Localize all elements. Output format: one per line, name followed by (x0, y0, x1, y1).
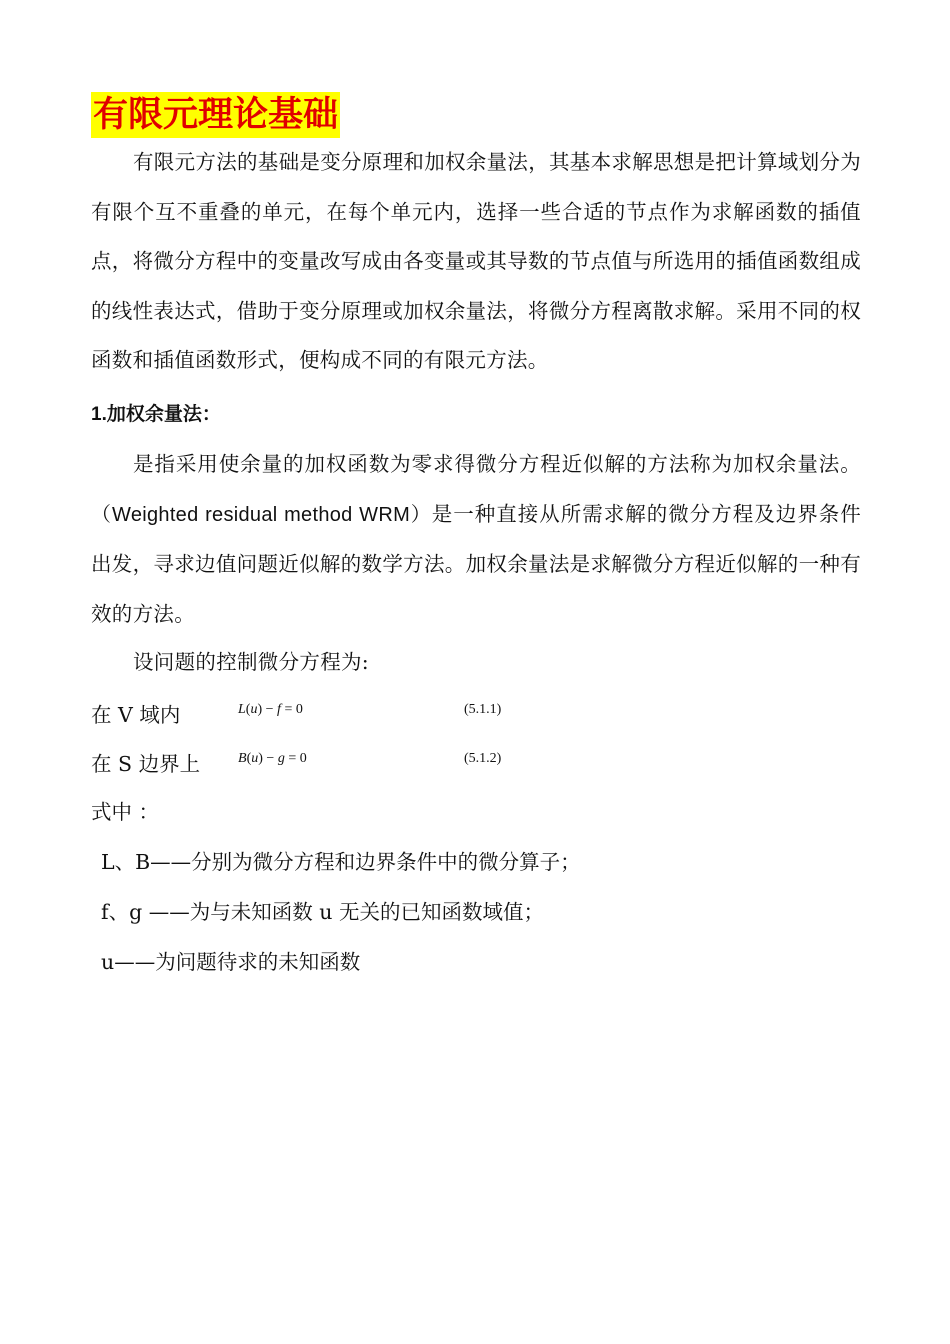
wrm-definition-paragraph (91, 440, 861, 639)
wrm-definition-text: 是指采用使余量的加权函数为零求得微分方程近似解的方法称为加权余量法。 (133, 452, 861, 476)
definition-unknown-function: u——为问题待求的未知函数 (101, 950, 361, 974)
where-label: 式中 ： (91, 800, 160, 824)
equation-1-expression: L(u) − f = 0 (238, 702, 303, 717)
equation-1-domain-label: 在 V 域内 (91, 703, 181, 727)
wrm-english-name: （Weighted residual method WRM） (91, 503, 432, 526)
governing-equation-intro: 设问题的控制微分方程为: (133, 650, 370, 674)
wrm-description-text: 是一种直接从所需求解的微分方程及边界条件出发，寻求边值问题近似解的数学方法。加权余量法是求解微分方程近似解的一种有效的方法。 (91, 501, 862, 626)
equation-2-domain-label: 在 S 边界上 (91, 752, 201, 776)
equation-2-expression: B(u) − g = 0 (238, 751, 307, 766)
intro-paragraph: 有限元方法的基础是变分原理和加权余量法，其基本求解思想是把计算域划分为有限个互不重叠的单元，在每个单元内，选择一些合适的节点作为求解函数的插值点，将微分方程中的变量改写成由各变量或其导数的节点值与所选用的插值函数组成的线性表达式，借助于变分原理或加权余量法，将微分方程离散求解。采用不同的权函数和插值函数形式，便构成不同的有限元方法。 (91, 150, 861, 372)
definition-operators: L、B——分别为微分方程和边界条件中的微分算子； (101, 850, 581, 874)
equation-1-number: (5.1.1) (464, 702, 502, 717)
section-heading-weighted-residual: 1.加权余量法： (91, 404, 221, 425)
page-title: 有限元理论基础 (91, 92, 340, 138)
equation-2-number: (5.1.2) (464, 751, 502, 766)
definition-known-functions: f、g ——为与未知函数 u 无关的已知函数域值； (101, 900, 544, 924)
